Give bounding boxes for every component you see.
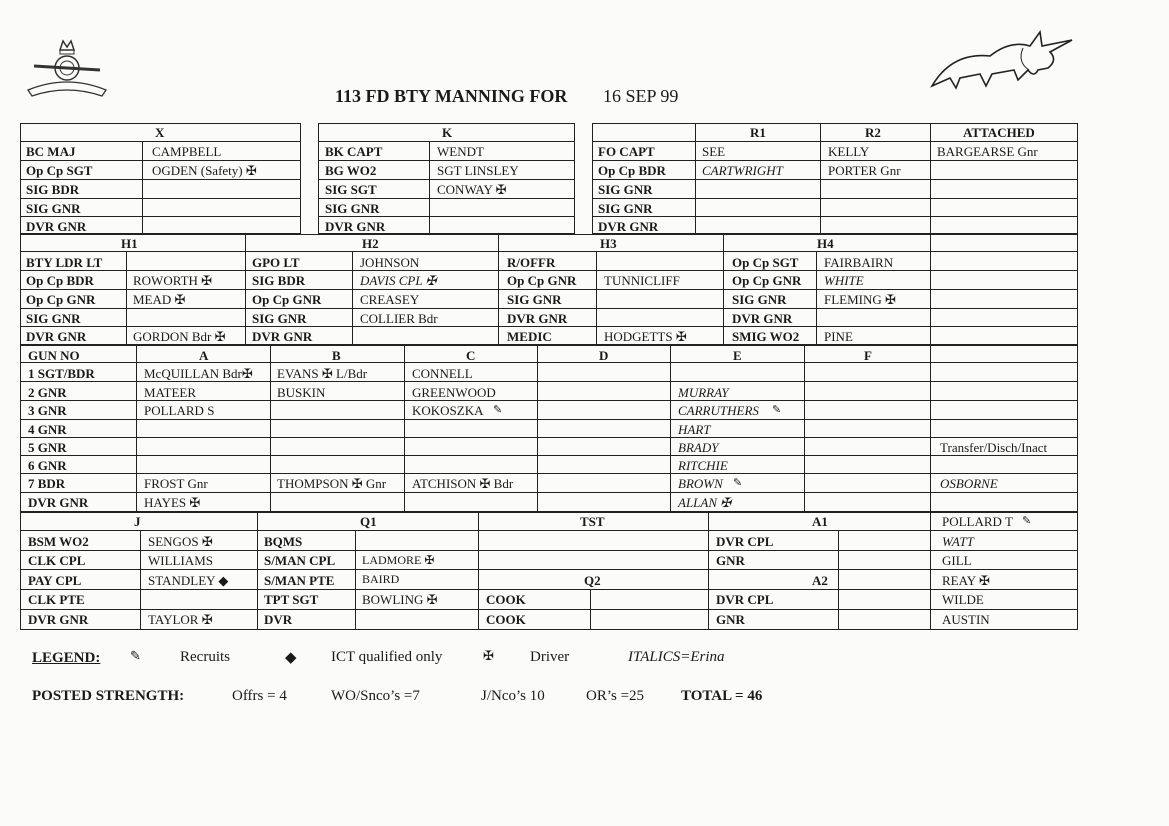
- x-role: SIG BDR: [26, 182, 80, 197]
- strength-offrs: Offrs = 4: [232, 688, 287, 704]
- cook-role: COOK: [486, 612, 526, 627]
- recruit-icon: ✎: [130, 648, 141, 663]
- h3-role: R/OFFR: [507, 255, 556, 270]
- gun-a-name: FROST Gnr: [144, 476, 208, 491]
- gun-b-name: BUSKIN: [277, 385, 326, 400]
- legend-driver: Driver: [530, 649, 570, 665]
- legend-recruits: Recruits: [180, 649, 230, 665]
- r-role: FO CAPT: [598, 144, 655, 159]
- h4-role: SIG GNR: [732, 292, 787, 307]
- gun-row-role: DVR GNR: [28, 495, 89, 510]
- section-r2-heading: R2: [865, 125, 881, 140]
- strength-total: TOTAL = 46: [681, 688, 763, 704]
- k-role: BK CAPT: [325, 144, 383, 159]
- page-title: 113 FD BTY MANNING FOR: [335, 86, 568, 106]
- gun-row-role: 1 SGT/BDR: [28, 366, 95, 381]
- h4-role: Op Cp SGT: [732, 255, 799, 270]
- h3-name: TUNNICLIFF: [604, 273, 680, 288]
- ict-diamond-icon: ◆: [285, 650, 297, 666]
- r-role: Op Cp BDR: [598, 163, 666, 178]
- strength-wo: WO/Snco’s =7: [331, 688, 420, 704]
- h2-role: SIG GNR: [252, 311, 307, 326]
- j-name: WILLIAMS: [148, 553, 213, 568]
- legend-label: LEGEND:: [32, 650, 101, 666]
- gun-a-name: HAYES ✠: [144, 495, 201, 510]
- gun-a-name: MATEER: [144, 385, 196, 400]
- h2-name: COLLIER Bdr: [360, 311, 438, 326]
- a-role: GNR: [716, 553, 745, 568]
- h3-heading: H3: [600, 236, 617, 251]
- gun-header: E: [733, 348, 742, 363]
- strength-jnco: J/Nco’s 10: [481, 688, 545, 704]
- gun-e-name: RITCHIE: [678, 458, 728, 473]
- h2-name: DAVIS CPL ✠: [360, 273, 437, 288]
- section-x-heading: X: [155, 125, 165, 140]
- a-role: GNR: [716, 612, 745, 627]
- cook-role: COOK: [486, 592, 526, 607]
- h3-role: SIG GNR: [507, 292, 562, 307]
- h2-role: Op Cp GNR: [252, 292, 322, 307]
- attached-name: GILL: [942, 553, 972, 568]
- r-role: SIG GNR: [598, 201, 653, 216]
- section-k-heading: K: [442, 125, 453, 140]
- triceratops-logo-icon: [928, 28, 1076, 94]
- gun-b-name: THOMPSON ✠ Gnr: [277, 476, 387, 491]
- k-name: WENDT: [437, 144, 484, 159]
- r1-name: SEE: [702, 144, 726, 159]
- q1-name: BAIRD: [362, 572, 400, 586]
- q1-role: S/MAN CPL: [264, 553, 336, 568]
- q1-role: S/MAN PTE: [264, 573, 335, 588]
- q1-role: TPT SGT: [264, 592, 319, 607]
- h4-role: SMIG WO2: [732, 329, 800, 344]
- r-role: SIG GNR: [598, 182, 653, 197]
- strength-or: OR’s =25: [586, 688, 645, 704]
- h1-role: BTY LDR LT: [26, 255, 103, 270]
- gun-header: F: [864, 348, 872, 363]
- j-role: PAY CPL: [28, 573, 82, 588]
- gun-c-name: CONNELL: [412, 366, 473, 381]
- h2-heading: H2: [362, 236, 379, 251]
- j-name: STANDLEY ◆: [148, 573, 229, 588]
- h2-name: JOHNSON: [360, 255, 420, 270]
- gun-header: A: [199, 348, 209, 363]
- q1-heading: Q1: [360, 514, 377, 529]
- gun-c-name: ATCHISON ✠ Bdr: [412, 476, 514, 491]
- k-name: CONWAY ✠: [437, 182, 507, 197]
- gun-row-role: 4 GNR: [28, 422, 67, 437]
- gun-e-name: MURRAY: [678, 385, 729, 400]
- tst-heading: TST: [580, 514, 605, 529]
- r1-name: CARTWRIGHT: [702, 163, 783, 178]
- r2-name: KELLY: [828, 144, 870, 159]
- attached-heading: ATTACHED: [963, 125, 1035, 140]
- gun-row-role: 7 BDR: [28, 476, 66, 491]
- gun-e-name: CARRUTHERS: [678, 403, 759, 418]
- j-name: TAYLOR ✠: [148, 612, 213, 627]
- h2-role: DVR GNR: [252, 329, 313, 344]
- j-role: BSM WO2: [28, 534, 89, 549]
- k-role: SIG SGT: [325, 182, 377, 197]
- posted-strength-label: POSTED STRENGTH:: [32, 688, 185, 704]
- gun-a-name: POLLARD S: [144, 403, 215, 418]
- manning-date: 16 SEP 99: [603, 86, 679, 106]
- gun-b-name: EVANS ✠ L/Bdr: [277, 366, 368, 381]
- q1-name: LADMORE ✠: [362, 553, 435, 567]
- k-role: SIG GNR: [325, 201, 380, 216]
- recruit-icon: ✎: [1022, 515, 1032, 527]
- h1-role: Op Cp BDR: [26, 273, 94, 288]
- h1-heading: H1: [121, 236, 138, 251]
- r2-name: PORTER Gnr: [828, 163, 901, 178]
- attached-name: BARGEARSE Gnr: [937, 144, 1038, 159]
- x-role: BC MAJ: [26, 144, 76, 159]
- h3-name: HODGETTS ✠: [604, 329, 687, 344]
- recruit-icon: ✎: [493, 404, 503, 416]
- gun-e-name: HART: [678, 422, 711, 437]
- attached-name: POLLARD T: [942, 514, 1013, 529]
- h3-role: Op Cp GNR: [507, 273, 577, 288]
- gun-header: B: [332, 348, 341, 363]
- gun-e-name: ALLAN ✠: [678, 495, 732, 510]
- h2-role: SIG BDR: [252, 273, 306, 288]
- a-role: DVR CPL: [716, 592, 774, 607]
- h2-role: GPO LT: [252, 255, 300, 270]
- attached-name: REAY ✠: [942, 573, 990, 588]
- a1-heading: A1: [812, 514, 828, 529]
- k-name: SGT LINSLEY: [437, 163, 519, 178]
- gun-header: GUN NO: [28, 348, 80, 363]
- h1-role: SIG GNR: [26, 311, 81, 326]
- attached-note: Transfer/Disch/Inact: [940, 440, 1048, 455]
- x-role: Op Cp SGT: [26, 163, 93, 178]
- q1-role: BQMS: [264, 534, 303, 549]
- gun-row-role: 3 GNR: [28, 403, 67, 418]
- q1-name: BOWLING ✠: [362, 592, 438, 607]
- attached-name: AUSTIN: [942, 612, 990, 627]
- q1-role: DVR: [264, 612, 293, 627]
- h4-role: Op Cp GNR: [732, 273, 802, 288]
- driver-cross-icon: ✠: [483, 648, 494, 663]
- h3-role: MEDIC: [507, 329, 552, 344]
- gun-e-name: BRADY: [678, 440, 719, 455]
- attached-name: OSBORNE: [940, 476, 998, 491]
- h1-name: ROWORTH ✠: [133, 273, 213, 288]
- h4-name: FLEMING ✠: [824, 292, 896, 307]
- x-role: SIG GNR: [26, 201, 81, 216]
- gun-header: D: [599, 348, 609, 363]
- legend-ict: ICT qualified only: [331, 649, 443, 665]
- gun-a-name: McQUILLAN Bdr✠: [144, 366, 253, 381]
- h1-name: GORDON Bdr ✠: [133, 329, 226, 344]
- royal-artillery-crest-icon: [24, 36, 110, 102]
- h4-heading: H4: [817, 236, 834, 251]
- x-name: CAMPBELL: [152, 144, 222, 159]
- h4-name: PINE: [824, 329, 853, 344]
- j-role: CLK PTE: [28, 592, 85, 607]
- h1-name: MEAD ✠: [133, 292, 186, 307]
- gun-e-name: BROWN: [678, 476, 723, 491]
- h3-role: DVR GNR: [507, 311, 568, 326]
- gun-header: C: [466, 348, 476, 363]
- recruit-icon: ✎: [733, 477, 743, 489]
- x-role: DVR GNR: [26, 219, 87, 234]
- h1-role: Op Cp GNR: [26, 292, 96, 307]
- j-name: SENGOS ✠: [148, 534, 213, 549]
- r-role: DVR GNR: [598, 219, 659, 234]
- gun-c-name: GREENWOOD: [412, 385, 496, 400]
- h1-role: DVR GNR: [26, 329, 87, 344]
- recruit-icon: ✎: [772, 404, 782, 416]
- a-role: DVR CPL: [716, 534, 774, 549]
- gun-row-role: 5 GNR: [28, 440, 67, 455]
- j-heading: J: [134, 514, 141, 529]
- k-role: BG WO2: [325, 163, 377, 178]
- h4-name: FAIRBAIRN: [824, 255, 894, 270]
- x-name: OGDEN (Safety) ✠: [152, 163, 257, 178]
- a2-heading: A2: [812, 573, 828, 588]
- h2-name: CREASEY: [360, 292, 420, 307]
- h4-name: WHITE: [824, 273, 864, 288]
- gun-c-name: KOKOSZKA: [412, 403, 484, 418]
- k-role: DVR GNR: [325, 219, 386, 234]
- attached-name: WILDE: [942, 592, 984, 607]
- attached-name: WATT: [942, 534, 974, 549]
- legend-italics: ITALICS=Erina: [628, 649, 725, 665]
- q2-heading: Q2: [584, 573, 601, 588]
- j-role: CLK CPL: [28, 553, 86, 568]
- gun-row-role: 6 GNR: [28, 458, 67, 473]
- j-role: DVR GNR: [28, 612, 89, 627]
- section-r1-heading: R1: [750, 125, 766, 140]
- gun-row-role: 2 GNR: [28, 385, 67, 400]
- h4-role: DVR GNR: [732, 311, 793, 326]
